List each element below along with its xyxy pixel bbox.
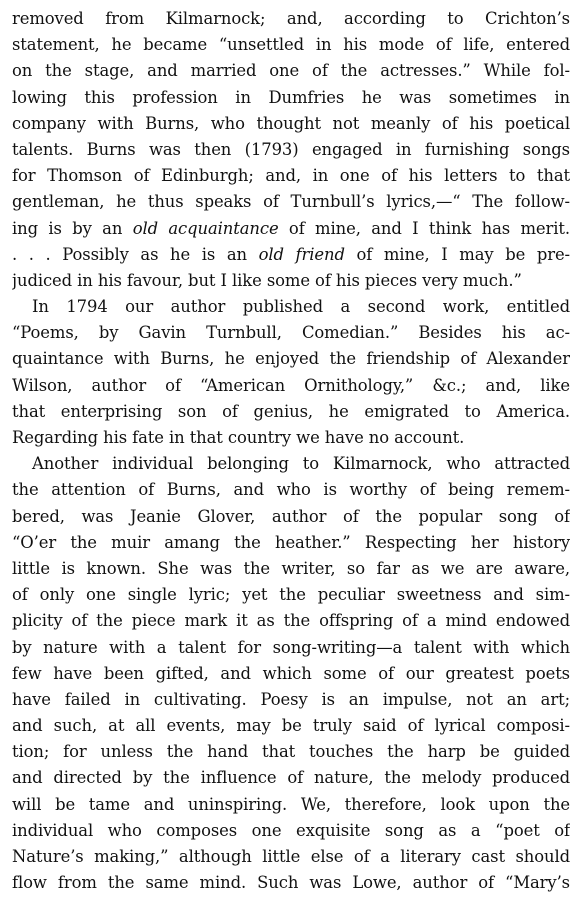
text-line [12, 713, 570, 739]
text-line [12, 530, 570, 556]
text-segment: statement, he became “unsettled in his mode of life, entered [12, 35, 570, 55]
text-segment: flow from the same mind. Such was Lowe, author of “Mary’s [12, 873, 570, 893]
text-line [12, 189, 570, 215]
text-line [12, 32, 570, 58]
text-line [12, 320, 570, 346]
text-segment: Wilson, author of “American Ornithology,” &c.; and, like [12, 375, 570, 395]
text-segment: lowing this profession in Dumfries he was sometimes in [12, 87, 570, 107]
text-segment: bered, was Jeanie Glover, author of the popular song of [12, 506, 570, 526]
text-segment: Another individual belonging to Kilmarnock, who attracted [32, 454, 570, 474]
text-line [12, 268, 570, 294]
text-line [12, 504, 570, 530]
text-line [12, 739, 570, 765]
text-line [12, 346, 570, 372]
text-line [12, 844, 570, 870]
text-segment: company with Burns, who thought not meanly of his poetical [12, 113, 570, 133]
text-segment: “O’er the muir amang the heather.” Respecting her history [12, 532, 570, 552]
text-line [12, 792, 570, 818]
text-segment: In 1794 our author published a second work, entitled [32, 297, 570, 317]
text-segment: judiced in his favour, but I like some of his pieces very much.” [12, 270, 522, 290]
text-segment: tion; for unless the hand that touches the harp be guided [12, 742, 570, 762]
text-line [12, 661, 570, 687]
text-segment: few have been gifted, and which some of our greatest poets [12, 663, 570, 683]
text-segment: the attention of Burns, and who is worthy of being remem- [12, 480, 570, 500]
text-line [12, 635, 570, 661]
text-line [12, 163, 570, 189]
text-line [12, 451, 570, 477]
text-line [12, 687, 570, 713]
text-segment: will be tame and uninspiring. We, therefore, look upon the [12, 794, 570, 814]
text-line [12, 111, 570, 137]
text-line [12, 242, 570, 268]
text-line [12, 6, 570, 32]
text-segment: ing is by an [12, 218, 133, 238]
text-line [12, 85, 570, 111]
text-segment: quaintance with Burns, he enjoyed the friendship of Alexander [12, 349, 570, 369]
text-line [12, 373, 570, 399]
text-segment: and such, at all events, may be truly said of lyrical composi- [12, 716, 570, 736]
text-segment: of mine, I may be pre- [344, 244, 570, 264]
text-segment: that enterprising son of genius, he emigrated to America. [12, 401, 570, 421]
text-segment: removed from Kilmarnock; and, according to Crichton’s [12, 9, 570, 28]
text-segment: individual who composes one exquisite song as a “poet of [12, 820, 570, 840]
text-line [12, 582, 570, 608]
italic-text: old acquaintance [132, 218, 279, 238]
text-line [12, 216, 570, 242]
text-segment: Regarding his fate in that country we have no account. [12, 428, 465, 447]
text-segment: . . . Possibly as he is an [12, 244, 259, 264]
document-page [12, 6, 570, 896]
italic-text: old friend [258, 244, 345, 264]
text-segment: little is known. She was the writer, so far as we are aware, [12, 558, 570, 578]
text-segment: plicity of the piece mark it as the offspring of a mind endowed [12, 611, 570, 631]
text-segment: and directed by the influence of nature, the melody produced [12, 768, 570, 788]
text-segment: of only one single lyric; yet the peculiar sweetness and sim- [12, 585, 570, 605]
text-segment: talents. Burns was then (1793) engaged in furnishing songs [12, 139, 570, 159]
text-segment: on the stage, and married one of the actresses.” While fol- [12, 61, 570, 81]
text-segment: “Poems, by Gavin Turnbull, Comedian.” Besides his ac- [12, 323, 570, 343]
text-line [12, 870, 570, 896]
text-segment: by nature with a talent for song-writing—a talent with which [12, 637, 570, 657]
text-line [12, 765, 570, 791]
text-segment: for Thomson of Edinburgh; and, in one of his letters to that [12, 166, 570, 186]
text-line [12, 818, 570, 844]
text-line [12, 608, 570, 634]
text-line [12, 137, 570, 163]
text-line [12, 425, 570, 451]
text-line [12, 399, 570, 425]
text-line [12, 58, 570, 84]
text-line [12, 477, 570, 503]
text-segment: gentleman, he thus speaks of Turnbull’s lyrics,—“ The follow- [12, 192, 570, 212]
text-line [12, 294, 570, 320]
text-segment: of mine, and I think has merit. [278, 218, 570, 238]
text-line [12, 556, 570, 582]
text-segment: have failed in cultivating. Poesy is an impulse, not an art; [12, 689, 570, 709]
text-segment: Nature’s making,” although little else of a literary cast should [12, 847, 570, 866]
